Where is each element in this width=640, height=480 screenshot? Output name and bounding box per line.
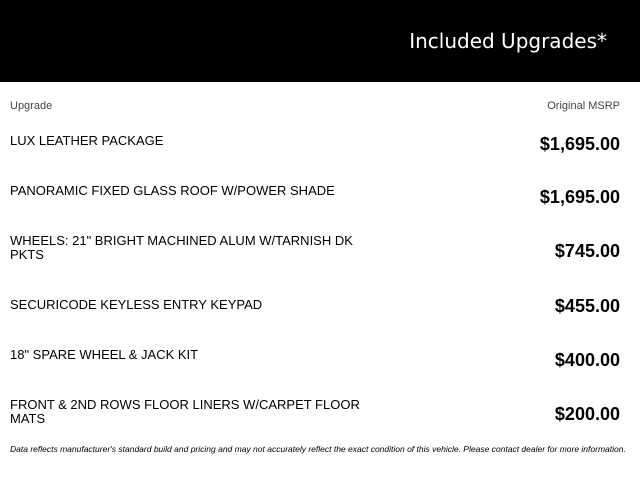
upgrade-name: FRONT & 2ND ROWS FLOOR LINERS W/CARPET FLOOR MATS xyxy=(10,397,360,426)
upgrade-name: LUX LEATHER PACKAGE xyxy=(10,133,164,148)
upgrade-price: $200.00 xyxy=(554,404,620,424)
disclaimer-text: Data reflects manufacturer's standard build and pricing and may not accurately reflect the exact condition of this vehicle. Please contact dealer for more information. xyxy=(10,444,626,454)
upgrade-price: $1,695.00 xyxy=(539,187,620,207)
upgrade-name: PANORAMIC FIXED GLASS ROOF W/POWER SHADE xyxy=(10,183,335,198)
column-header-msrp: Original MSRP xyxy=(547,100,620,112)
upgrade-price: $455.00 xyxy=(554,296,620,316)
upgrade-price: $1,695.00 xyxy=(539,134,620,154)
upgrade-price: $400.00 xyxy=(554,350,620,370)
column-header-upgrade: Upgrade xyxy=(10,100,53,112)
upgrade-name: 18" SPARE WHEEL & JACK KIT xyxy=(10,347,199,362)
upgrade-name: WHEELS: 21" BRIGHT MACHINED ALUM W/TARNISH DK PKTS xyxy=(10,233,353,262)
header-bar xyxy=(0,0,640,82)
upgrade-price: $745.00 xyxy=(554,241,620,261)
upgrade-name: SECURICODE KEYLESS ENTRY KEYPAD xyxy=(10,297,263,312)
page-title: Included Upgrades* xyxy=(409,29,607,53)
